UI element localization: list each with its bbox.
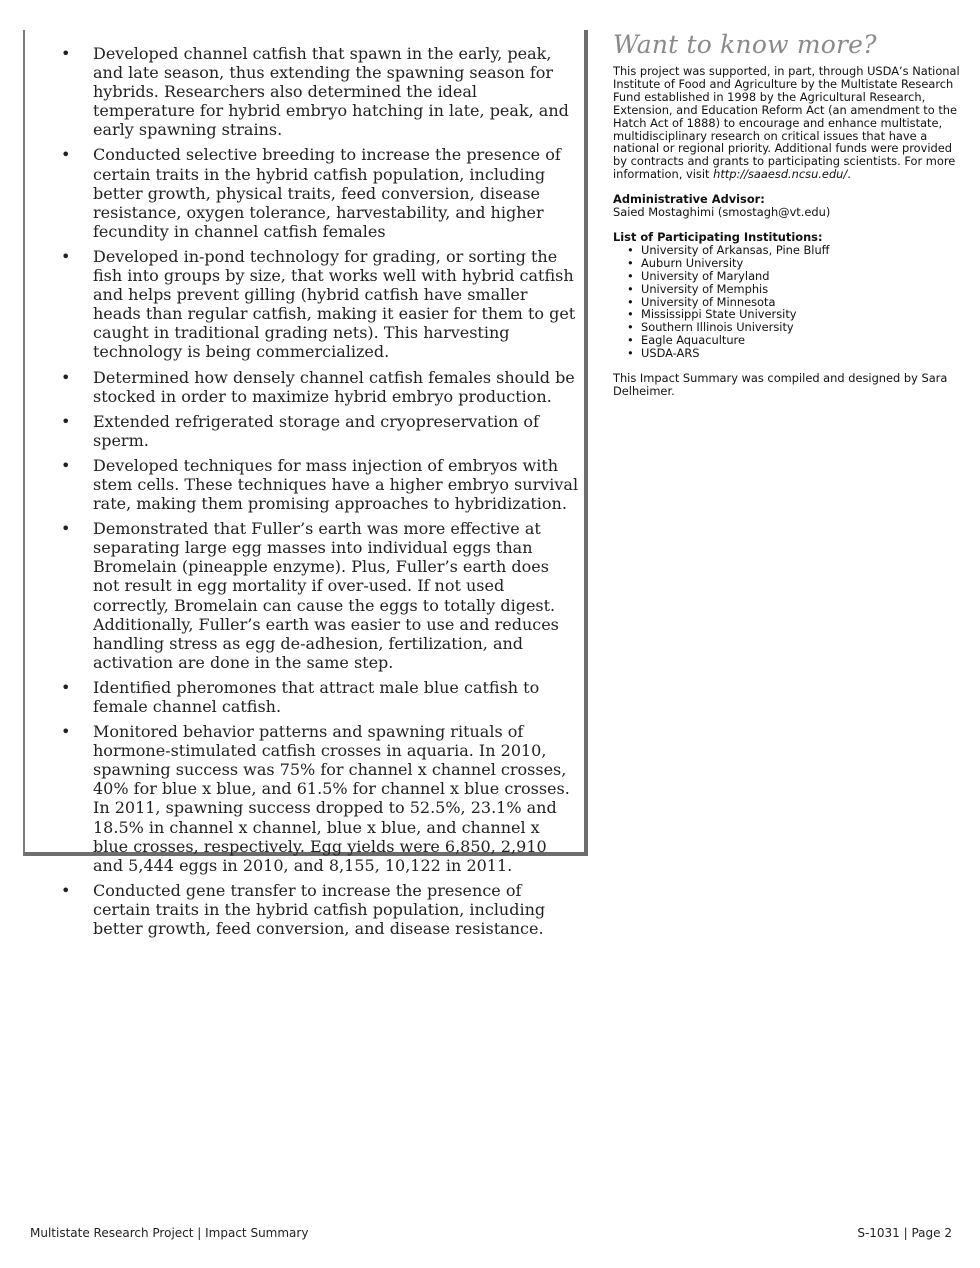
list-item: • Developed channel catfish that spawn in the early, peak, and late season, thus extending the spawning season for hybrids. Researchers also determined the ideal temperature for hybrid embryo hatching in late, peak, and early spawning strains.	[61, 44, 569, 140]
bullet-icon: •	[61, 455, 71, 475]
list-item: • Conducted gene transfer to increase the presence of certain traits in the hybrid catfish population, including better growth, feed conversion, and disease resistance.	[61, 880, 546, 939]
advisor-label: Administrative Advisor:	[613, 192, 765, 207]
institutions-list	[613, 244, 963, 360]
list-item: • Southern Illinois University	[627, 321, 963, 334]
bullet-icon: •	[61, 519, 71, 539]
sidebar-heading: Want to know more?	[613, 30, 877, 59]
bullet-icon: •	[61, 367, 71, 387]
footer-left: Multistate Research Project | Impact Summary	[30, 1226, 309, 1240]
credit-text: This Impact Summary was compiled and designed by Sara Delheimer.	[613, 371, 948, 398]
findings-list	[49, 44, 579, 944]
website-link[interactable]: http://saaesd.ncsu.edu/	[713, 167, 848, 182]
advisor-name: Saied Mostaghimi (smostagh@vt.edu)	[613, 205, 831, 220]
bullet-icon: •	[61, 411, 71, 431]
list-item: • University of Minnesota	[627, 296, 963, 309]
list-item: • University of Memphis	[627, 283, 963, 296]
list-item: • Developed in-pond technology for grading, or sorting the fish into groups by size, that works well with hybrid catfish and helps prevent gilling (hybrid catfish have smaller heads than regular catfish, making it easier for them to get caught in traditional grading nets). This harvesting technology is being commercialized.	[61, 246, 576, 362]
list-item: • University of Maryland	[627, 270, 963, 283]
footer-page: S-1031 | Page 2	[857, 1226, 952, 1240]
list-item: • Developed techniques for mass injection of embryos with stem cells. These techniques have a higher embryo survival rate, making them promising approaches to hybridization.	[61, 455, 579, 514]
list-item: • Auburn University	[627, 257, 963, 270]
bullet-icon: •	[61, 246, 71, 266]
bullet-icon: •	[61, 677, 71, 697]
list-item: • Demonstrated that Fuller’s earth was more effective at separating large egg masses into individual eggs than Bromelain (pineapple enzyme). Plus, Fuller’s earth does not result in egg mortality if over-used. If not used correctly, Bromelain can cause the eggs to totally digest. Additionally, Fuller’s earth was easier to use and reduces handling stress as egg de-adhesion, fertilization, and activation are done in the same step.	[61, 519, 559, 672]
list-item: • Conducted selective breeding to increase the presence of certain traits in the hybrid catfish population, including better growth, physical traits, feed conversion, disease resistance, oxygen tolerance, harvestability, and higher fecundity in channel catfish females	[61, 145, 561, 241]
bullet-icon: •	[61, 880, 71, 900]
findings-box	[23, 30, 588, 939]
info-sidebar	[613, 30, 963, 398]
bullet-icon: •	[61, 44, 71, 63]
institutions-label: List of Participating Institutions:	[613, 229, 823, 244]
support-text: This project was supported, in part, through USDA’s National Institute of Food and Agriculture by the Multistate Research Fund established in 1998 by the Agricultural Research, Extension, and Education Reform Act (an amendment to the Hatch Act of 1888) to encourage and enhance multistate, multidisciplinary research on critical issues that have a national or regional priority. Additional funds were provided by contracts and grants to participating scientists. For more information, visit http://saaesd.ncsu.edu/.	[613, 64, 960, 182]
list-item: • Determined how densely channel catfish females should be stocked in order to maximize hybrid embryo production.	[61, 367, 575, 406]
list-item: • Mississippi State University	[627, 308, 963, 321]
list-item: • Monitored behavior patterns and spawning rituals of hormone-stimulated catfish crosses in aquaria. In 2010, spawning success was 75% for channel x channel crosses, 40% for blue x blue, and 61.5% for channel x blue crosses. In 2011, spawning success dropped to 52.5%, 23.1% and 18.5% in channel x channel, blue x blue, and channel x blue crosses, respectively. Egg yields were 6,850, 2,910 and 5,444 eggs in 2010, and 8,155, 10,122 in 2011.	[61, 722, 570, 875]
bullet-icon: •	[61, 145, 71, 165]
list-item: • Extended refrigerated storage and cryopreservation of sperm.	[61, 411, 539, 450]
advisor-block	[613, 193, 963, 219]
list-item: • Identified pheromones that attract male blue catfish to female channel catfish.	[61, 677, 540, 716]
list-item: • University of Arkansas, Pine Bluff	[627, 244, 963, 257]
bullet-icon: •	[61, 722, 71, 742]
list-item: • USDA-ARS	[627, 347, 963, 360]
list-item: • Eagle Aquaculture	[627, 334, 963, 347]
